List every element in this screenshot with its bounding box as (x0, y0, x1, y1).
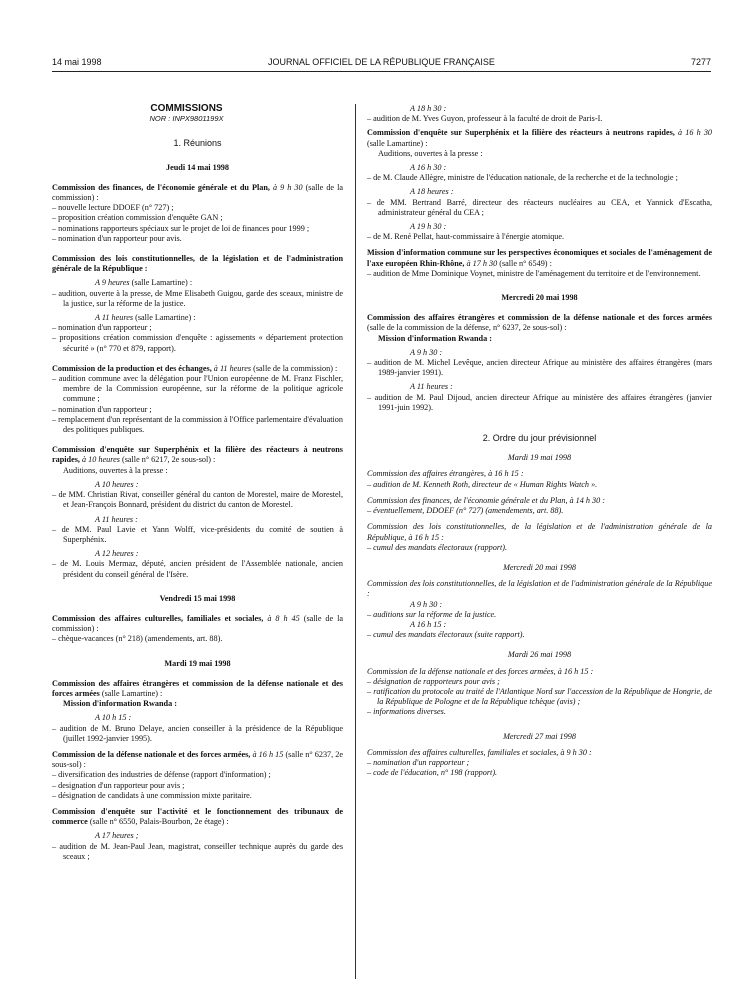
list-item: – remplacement d'un représentant de la commission à l'Office parlementaire d'évaluation des politiques publiques. (52, 414, 343, 435)
section-title: COMMISSIONS (150, 103, 223, 114)
time-slot: A 11 heures : (410, 382, 453, 392)
agenda-item: – éventuellement, DDOEF (n° 727) (amendements, art. 88). (367, 506, 564, 516)
left-column (52, 104, 343, 862)
commission-superphenix: Commission d'enquête sur Superphénix et la filière des réacteurs à neutrons rapides, à 16 h 30 (salle Lamartine) : (367, 128, 713, 148)
time-slot: A 18 h 30 : (410, 104, 447, 113)
time-slot: A 11 heures : (95, 514, 138, 524)
commission-finances: Commission des finances, de l'économie générale et du Plan, à 9 h 30 (salle de la commission) : (52, 182, 343, 203)
day-heading: Mercredi 27 mai 1998 (503, 731, 576, 741)
list-item: – nouvelle lecture DDOEF (n° 727) ; (52, 203, 174, 213)
header-rule (52, 71, 711, 72)
list-item: – chèque-vacances (n° 218) (amendements, art. 88). (52, 634, 223, 644)
agenda-commission: Commission de la défense nationale et des forces armées, à 16 h 15 : (367, 666, 594, 676)
list-item: – audition de Mme Dominique Voynet, ministre de l'aménagement du territoire et de l'environnement. (367, 268, 701, 278)
time-slot: A 10 heures : (95, 479, 139, 489)
journal-title: JOURNAL OFFICIEL DE LA RÉPUBLIQUE FRANÇAISE (268, 57, 495, 67)
auditions-note: Auditions, ouvertes à la presse : (378, 148, 483, 158)
list-item: – audition, ouverte à la presse, de Mme Elisabeth Guigou, garde des sceaux, ministre de la justice, sur la réforme de la justice. (52, 288, 343, 308)
commission-culturelles: Commission des affaires culturelles, familiales et sociales, à 8 h 45 (salle de la commission) : (52, 613, 344, 634)
list-item: – de M. Louis Mermaz, député, ancien président de l'Assemblée nationale, ancien président du conseil général de l'Isère. (52, 559, 343, 579)
auditions-note: Auditions, ouvertes à la presse : (63, 465, 168, 475)
agenda-item: – auditions sur la réforme de la justice. (367, 609, 497, 619)
day-heading: Mercredi 20 mai 1998 (501, 293, 578, 303)
agenda-commission: Commission des lois constitutionnelles, de la législation et de l'administration générale de la République : (367, 579, 712, 599)
column-divider (355, 104, 356, 979)
mission-rwanda: Mission d'information Rwanda : (378, 333, 492, 343)
issue-date: 14 mai 1998 (52, 57, 102, 67)
commission-etrangeres-defense: Commission des affaires étrangères et commission de la défense nationale et des forces armées (salle de la commission de la défense, n° 6237, 2e sous-sol) : (367, 313, 712, 333)
list-item: – designation d'un rapporteur pour avis ; (52, 780, 185, 790)
commission-etrangeres-defense: Commission des affaires étrangères et commission de la défense nationale et des forces armées (salle Lamartine) : (52, 678, 343, 698)
time-slot: A 10 h 15 : (95, 713, 132, 723)
time-slot: A 16 h 30 : (410, 163, 447, 173)
right-column (367, 104, 712, 778)
mission-rwanda: Mission d'information Rwanda : (63, 699, 177, 709)
mission-rhin-rhone: Mission d'information commune sur les perspectives économiques et sociales de l'aménagement de l'axe européen Rhin-Rhône, à 17 h 30 (salle n° 6549) : (367, 248, 712, 268)
list-item: – audition de M. Paul Dijoud, ancien directeur Afrique au ministère des affaires étrangères (janvier 1991-juin 1992). (367, 392, 712, 412)
list-item: – désignation de candidats à une commission mixte paritaire. (52, 790, 252, 800)
list-item: – nomination d'un rapporteur ; (52, 323, 152, 333)
list-item: – de M. Claude Allègre, ministre de l'éducation nationale, de la recherche et de la technologie ; (367, 173, 678, 183)
day-heading: Mardi 19 mai 1998 (507, 453, 572, 463)
agenda-item: – code de l'éducation, n° 198 (rapport). (367, 768, 498, 778)
agenda-commission: Commission des finances, de l'économie générale et du Plan, à 14 h 30 : (367, 495, 606, 505)
list-item: – de MM. Paul Lavie et Yann Wolff, vice-présidents du comité de soutien à Superphénix. (52, 524, 344, 544)
page-number: 7277 (690, 57, 711, 67)
time-slot: A 11 heures (salle Lamartine) : (95, 313, 196, 323)
day-heading: Jeudi 14 mai 1998 (165, 162, 229, 172)
agenda-commission: Commission des affaires culturelles, familiales et sociales, à 9 h 30 : (367, 747, 592, 757)
agenda-commission: Commission des affaires étrangères, à 16 h 15 : (367, 469, 524, 479)
commission-defense: Commission de la défense nationale et des forces armées, à 16 h 15 (salle n° 6237, 2e sous-sol) : (52, 749, 344, 770)
day-heading: Mardi 19 mai 1998 (164, 658, 231, 668)
list-item: – audition de M. Yves Guyon, professeur à la faculté de droit de Paris-I. (367, 114, 603, 124)
subsection-ordre-du-jour: 2. Ordre du jour prévisionnel (482, 433, 597, 444)
time-slot: A 19 h 30 : (410, 222, 447, 232)
commission-tribunaux: Commission d'enquête sur l'activité et le fonctionnement des tribunaux de commerce (salle n° 6550, Palais-Bourbon, 2e étage) : (52, 806, 343, 827)
agenda-item: – ratification du protocole au traité de l'Atlantique Nord sur l'accession de la République de Hongrie, de la République de Pologne et de la République tchèque (avis) ; (367, 686, 712, 707)
time-slot: A 9 h 30 : (410, 599, 443, 609)
agenda-item: – informations diverses. (367, 707, 446, 717)
time-slot: A 16 h 15 : (410, 619, 447, 629)
agenda-commission: Commission des lois constitutionnelles, de la législation et de l'administration générale de la République, à 16 h 15 : (367, 522, 712, 542)
subsection-reunions: 1. Réunions (173, 138, 222, 149)
day-heading: Vendredi 15 mai 1998 (159, 593, 236, 603)
agenda-item: – cumul des mandats électoraux (rapport). (367, 542, 508, 552)
day-heading: Mardi 26 mai 1998 (507, 650, 572, 660)
list-item: – nominations rapporteurs spéciaux sur le projet de loi de finances pour 1999 ; (52, 223, 310, 233)
nor-reference: NOR : INPX9801199X (149, 114, 224, 124)
list-item: – de MM. Bertrand Barré, directeur des réacteurs nucléaires au CEA, et Yannick d'Escatha, administrateur général du CEA ; (367, 197, 713, 217)
time-slot: A 17 heures ; (95, 831, 139, 841)
commission-superphenix: Commission d'enquête sur Superphénix et la filière des réacteurs à neutrons rapides, à 10 heures (salle n° 6217, 2e sous-sol) : (52, 445, 343, 465)
list-item: – audition commune avec la délégation pour l'Union européenne de M. Franz Fischler, membre de la Commission européenne, sur la réforme de la politique agricole commune ; (52, 374, 343, 404)
running-header (52, 57, 711, 71)
list-item: – audition de M. Bruno Delaye, ancien conseiller à la présidence de la République (juillet 1992-janvier 1995). (52, 723, 344, 743)
list-item: – proposition création commission d'enquête GAN ; (52, 213, 223, 223)
list-item: – propositions création commission d'enquête : agissements « département protection sécurité » (n° 770 et 879, rapport). (52, 333, 344, 353)
list-item: – de M. René Pellat, haut-commissaire à l'énergie atomique. (367, 232, 565, 242)
list-item: – nomination d'un rapporteur pour avis. (52, 233, 182, 243)
agenda-item: – cumul des mandats électoraux (suite rapport). (367, 630, 525, 640)
time-slot: A 9 h 30 : (410, 347, 443, 357)
agenda-item: – audition de M. Kenneth Roth, directeur de « Human Rights Watch ». (367, 479, 598, 489)
day-heading: Mercredi 20 mai 1998 (503, 562, 576, 572)
list-item: – diversification des industries de défense (rapport d'information) ; (52, 770, 271, 780)
list-item: – audition de M. Michel Levêque, ancien directeur Afrique au ministère des affaires étrangères (mars 1989-janvier 1991). (367, 358, 713, 378)
agenda-item: – nomination d'un rapporteur ; (367, 757, 470, 767)
time-slot: A 12 heures : (95, 549, 139, 559)
agenda-item: – désignation de rapporteurs pour avis ; (367, 676, 500, 686)
commission-production: Commission de la production et des échanges, à 11 heures (salle de la commission) : (52, 363, 338, 373)
list-item: – nomination d'un rapporteur ; (52, 404, 152, 414)
list-item: – de MM. Christian Rivat, conseiller général du canton de Morestel, maire de Morestel, et Jean-François Bonnard, président du district du canton de Morestel. (52, 490, 343, 510)
commission-lois: Commission des lois constitutionnelles, de la législation et de l'administration générale de la République : (52, 254, 343, 274)
list-item: – audition de M. Jean-Paul Jean, magistrat, conseiller technique auprès du garde des sceaux ; (52, 841, 344, 861)
time-slot: A 9 heures (salle Lamartine) : (95, 278, 193, 288)
time-slot: A 18 heures : (410, 187, 454, 197)
